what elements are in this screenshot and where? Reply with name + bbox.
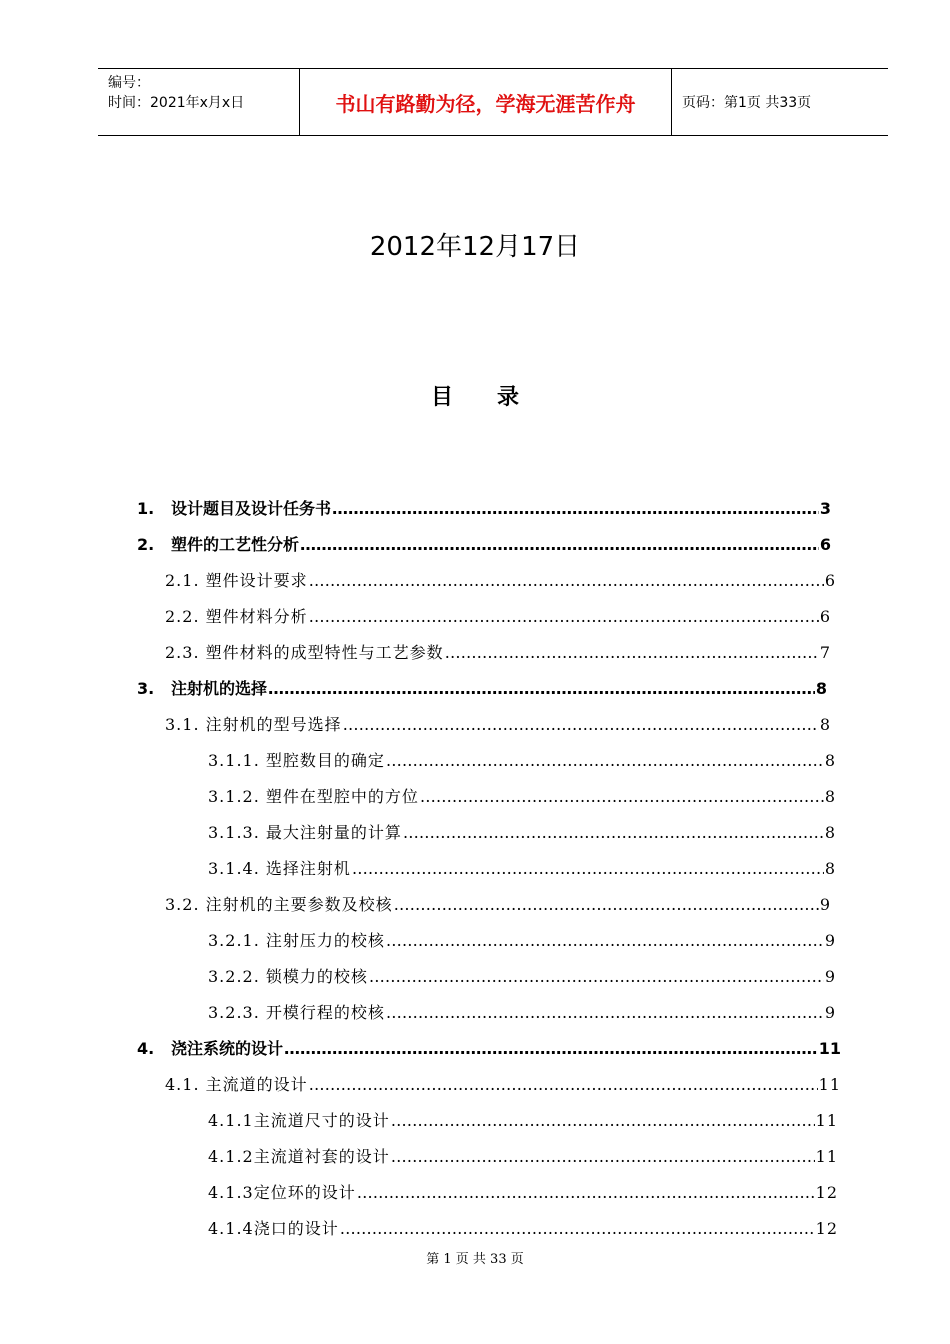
toc-entry[interactable]: 3.1. 注射机的型号选择 …………………………………………………………………………………………………………………………………………………………………… 8 (165, 712, 831, 736)
toc-entry[interactable]: 3. 注射机的选择 …………………………………………………………………………………………………………………………………………………………………… 8 (137, 676, 827, 700)
time-label: 时间：2021年x月x日 (108, 95, 245, 111)
toc-entry[interactable]: 1. 设计题目及设计任务书 …………………………………………………………………………………………………………………………………………………………………… 3 (137, 496, 831, 520)
toc-entry[interactable]: 2.1. 塑件设计要求 …………………………………………………………………………………………………………………………………………………………………… 6 (165, 568, 836, 592)
toc-entry[interactable]: 3.2.3. 开模行程的校核 …………………………………………………………………………………………………………………………………………………………………… 9 (208, 1000, 836, 1024)
toc-entry[interactable]: 3.1.4. 选择注射机 …………………………………………………………………………………………………………………………………………………………………… 8 (208, 856, 836, 880)
toc-entry[interactable]: 3.2.1. 注射压力的校核 …………………………………………………………………………………………………………………………………………………………………… 9 (208, 928, 836, 952)
header-motto: 书山有路勤为径，学海无涯苦作舟 (300, 69, 672, 135)
header-page-info: 页码：第1页 共33页 (682, 95, 812, 111)
toc-entry[interactable]: 4.1.2 主流道衬套的设计 …………………………………………………………………………………………………………………………………………………………………… 11 (208, 1144, 838, 1168)
toc-entry[interactable]: 2.3. 塑件材料的成型特性与工艺参数 …………………………………………………………………………………………………………………………………………………………………… 7 (165, 640, 831, 664)
toc-entry[interactable]: 3.1.2. 塑件在型腔中的方位 …………………………………………………………………………………………………………………………………………………………………… 8 (208, 784, 836, 808)
toc-entry[interactable]: 4.1.4 浇口的设计 …………………………………………………………………………………………………………………………………………………………………… 12 (208, 1216, 838, 1240)
toc-entry[interactable]: 3.1.1. 型腔数目的确定 …………………………………………………………………………………………………………………………………………………………………… 8 (208, 748, 836, 772)
page-header (98, 68, 888, 136)
toc-entry[interactable]: 3.2. 注射机的主要参数及校核 …………………………………………………………………………………………………………………………………………………………………… 9 (165, 892, 831, 916)
toc-title: 目录 (430, 385, 563, 410)
toc-entry[interactable]: 4.1.3 定位环的设计 …………………………………………………………………………………………………………………………………………………………………… 12 (208, 1180, 838, 1204)
toc-entry[interactable]: 4.1. 主流道的设计 …………………………………………………………………………………………………………………………………………………………………… 11 (165, 1072, 841, 1096)
toc-entry[interactable]: 2. 塑件的工艺性分析 …………………………………………………………………………………………………………………………………………………………………… 6 (137, 532, 831, 556)
document-date: 2012年12月17日 (369, 232, 581, 262)
code-label: 编号： (108, 75, 150, 91)
page-footer: 第 1 页 共 33 页 (426, 1252, 524, 1267)
toc-entry[interactable]: 4. 浇注系统的设计 …………………………………………………………………………………………………………………………………………………………………… 11 (137, 1036, 841, 1060)
toc-entry[interactable]: 2.2. 塑件材料分析 …………………………………………………………………………………………………………………………………………………………………… 6 (165, 604, 831, 628)
toc-entry[interactable]: 3.2.2. 锁模力的校核 …………………………………………………………………………………………………………………………………………………………………… 9 (208, 964, 836, 988)
toc-entry[interactable]: 4.1.1 主流道尺寸的设计 …………………………………………………………………………………………………………………………………………………………………… 11 (208, 1108, 838, 1132)
toc-entry[interactable]: 3.1.3. 最大注射量的计算 …………………………………………………………………………………………………………………………………………………………………… 8 (208, 820, 836, 844)
header-meta (98, 69, 300, 135)
